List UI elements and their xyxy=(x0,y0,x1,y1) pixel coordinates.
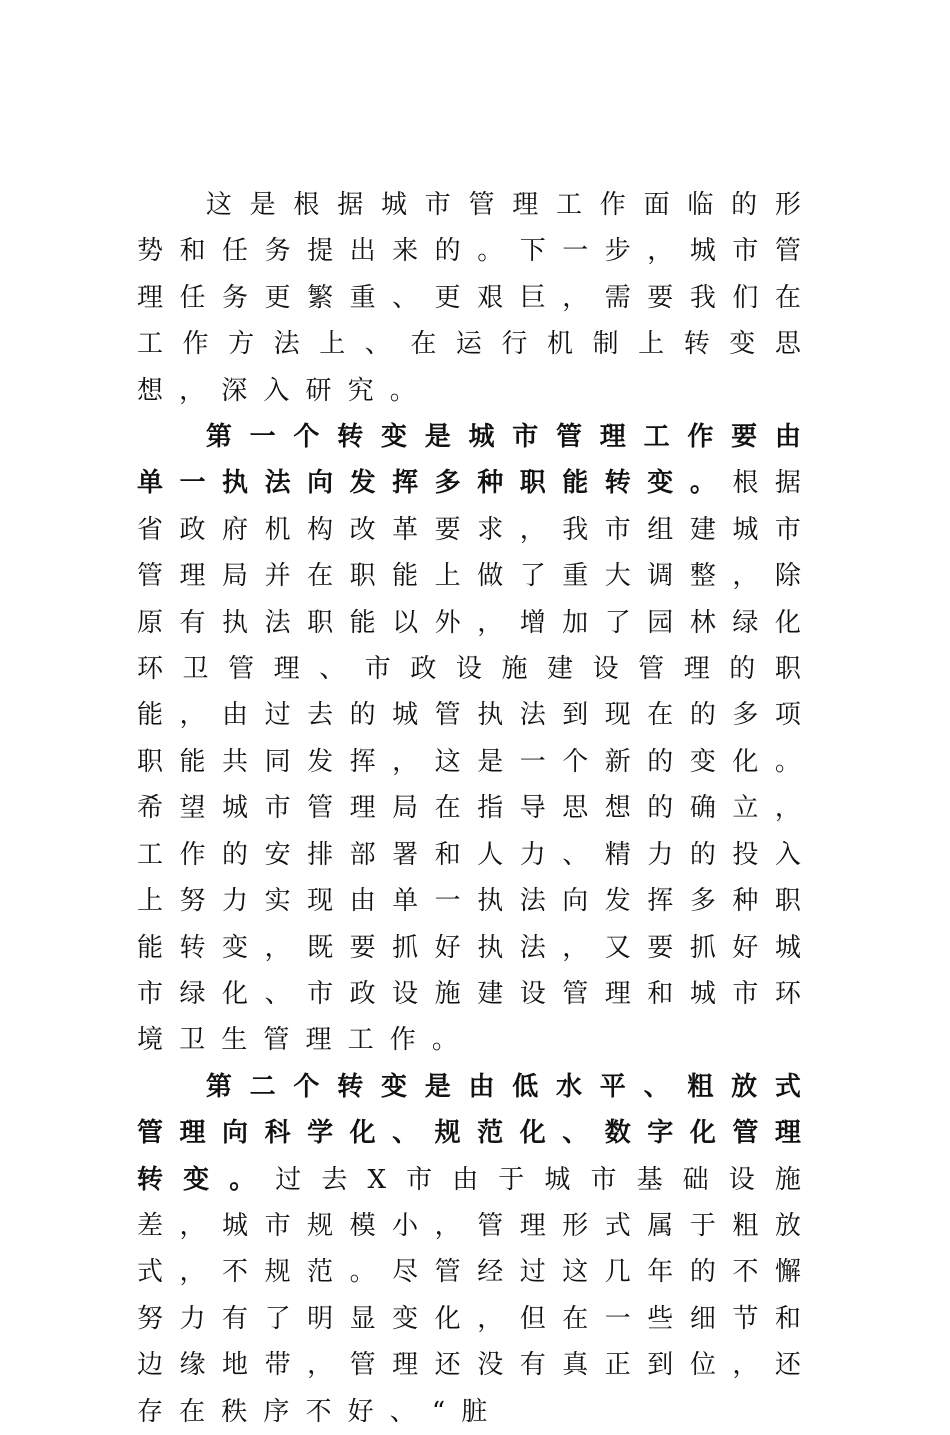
paragraph-intro-text: 这是根据城市管理工作面临的形势和任务提出来的。下一步，城市管理任务更繁重、更艰巨，需要我们在工作方法上、在运行机制上转变思想，深入研究。 xyxy=(137,190,817,406)
paragraph-second-change xyxy=(137,1064,817,1435)
paragraph-second-change-text: 过去X市由于城市基础设施差，城市规模小，管理形式属于粗放式，不规范。尽管经过这几年的不懈努力有了明显变化，但在一些细节和边缘地带，管理还没有真正到位，还存在秩序不好、“脏 xyxy=(137,1164,817,1427)
paragraph-second-change-heading: 第二个转变是由低水平、粗放式管理向科学化、规范化、数字化管理转变。 xyxy=(137,1071,817,1195)
document-body xyxy=(137,182,817,1435)
paragraph-first-change-text: 根据省政府机构改革要求，我市组建城市管理局并在职能上做了重大调整，除原有执法职能以外，增加了园林绿化环卫管理、市政设施建设管理的职能，由过去的城管执法到现在的多项职能共同发挥，这是一个新的变化。希望城市管理局在指导思想的确立，工作的安排部署和人力、精力的投入上努力实现由单一执法向发挥多种职能转变，既要抓好执法，又要抓好城市绿化、市政设施建设管理和城市环境卫生管理工作。 xyxy=(137,468,817,1056)
paragraph-first-change xyxy=(137,414,817,1064)
paragraph-first-change-heading: 第一个转变是城市管理工作要由单一执法向发挥多种职能转变。 xyxy=(137,422,817,499)
paragraph-intro xyxy=(137,182,817,414)
